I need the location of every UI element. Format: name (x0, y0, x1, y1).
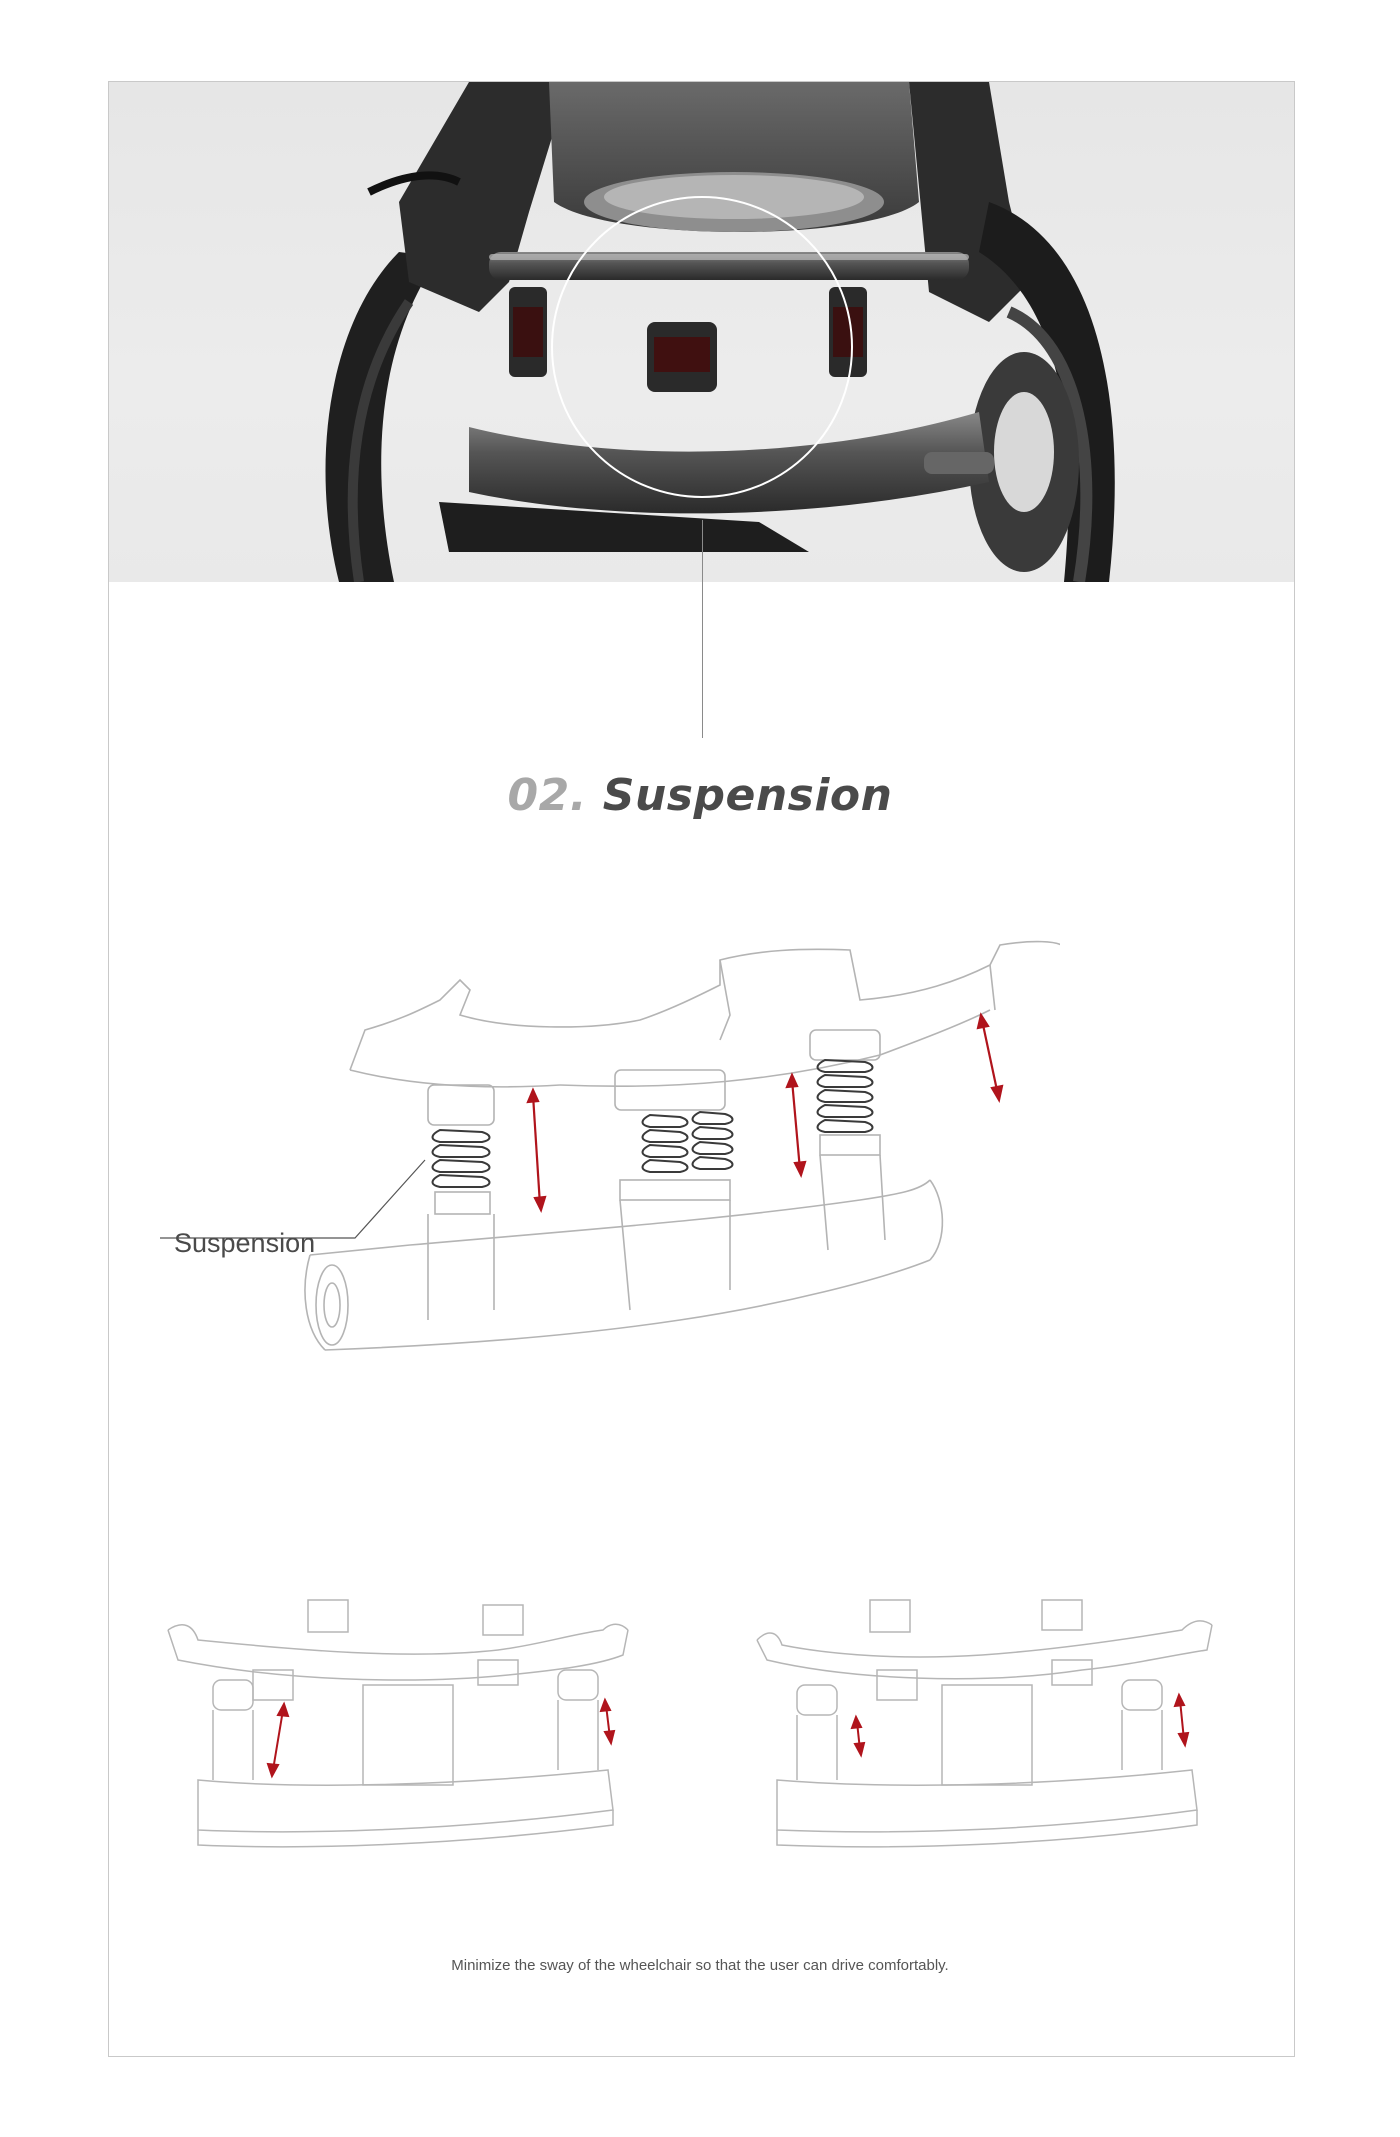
suspension-tilt-diagram-right (752, 1590, 1252, 1890)
section-title (0, 770, 1400, 821)
section-title-text: Suspension (602, 770, 893, 821)
suspension-callout-label: Suspension (174, 1228, 316, 1258)
wheelchair-photo (109, 82, 1294, 582)
callout-connector-line (702, 520, 703, 738)
section-number: 02. (507, 770, 587, 821)
suspension-line-diagram (160, 920, 1060, 1440)
suspension-tilt-diagram-left (158, 1590, 658, 1890)
caption-text: Minimize the sway of the wheelchair so that the user can drive comfortably. (451, 1957, 949, 1974)
